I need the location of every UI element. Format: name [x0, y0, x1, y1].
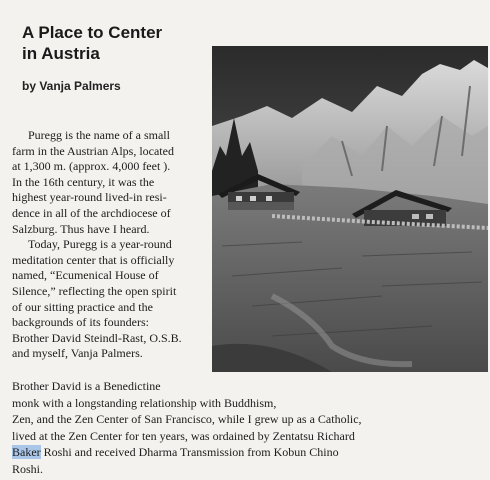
body-line[interactable]: Puregg is the name of a small	[28, 128, 170, 142]
body-wide	[12, 378, 482, 478]
body-line[interactable]: In the 16th century, it was the	[12, 174, 155, 189]
body-line[interactable]: Brother David Steindl-Rast, O.S.B.	[12, 330, 182, 345]
body-line[interactable]: highest year-round lived-in resi-	[12, 190, 167, 205]
body-line[interactable]: farm in the Austrian Alps, located	[12, 143, 174, 158]
body-line-rest[interactable]: Roshi and received Dharma Transmission from Kobun Chino	[40, 445, 339, 460]
photo-illustration	[212, 46, 488, 372]
body-line[interactable]: lived at the Zen Center for ten years, was ordained by Zentatsu Richard	[12, 428, 355, 443]
body-line[interactable]: and myself, Vanja Palmers.	[12, 346, 143, 361]
body-line[interactable]: Roshi.	[12, 461, 44, 476]
byline: by Vanja Palmers	[22, 79, 121, 93]
body-line[interactable]: at 1,300 m. (approx. 4,000 feet ).	[12, 159, 171, 174]
title-line-1: A Place to Center	[22, 23, 163, 42]
alpine-farm-photo	[212, 46, 488, 372]
body-line[interactable]: named, “Ecumenical House of	[12, 268, 159, 283]
body-line[interactable]: backgrounds of its founders:	[12, 315, 149, 330]
body-line[interactable]: monk with a longstanding relationship with Buddhism,	[12, 395, 277, 410]
title-line-2: in Austria	[22, 44, 100, 63]
body-line[interactable]: Today, Puregg is a year-round	[28, 237, 172, 252]
body-line[interactable]: Salzburg. Thus have I heard.	[12, 221, 150, 236]
selected-text[interactable]: Baker	[12, 445, 41, 460]
body-line[interactable]: dence in all of the archdiocese of	[12, 205, 171, 220]
body-line[interactable]	[12, 444, 482, 461]
body-line[interactable]: Silence,” reflecting the open spirit	[12, 283, 177, 298]
body-line[interactable]: of our sitting practice and the	[12, 299, 153, 314]
body-line[interactable]: Brother David is a Benedictine	[12, 379, 161, 393]
body-column	[12, 128, 208, 362]
body-line[interactable]: Zen, and the Zen Center of San Francisco, while I grew up as a Catholic,	[12, 412, 362, 427]
article-title	[22, 22, 212, 64]
body-line[interactable]: meditation center that is officially	[12, 252, 175, 267]
